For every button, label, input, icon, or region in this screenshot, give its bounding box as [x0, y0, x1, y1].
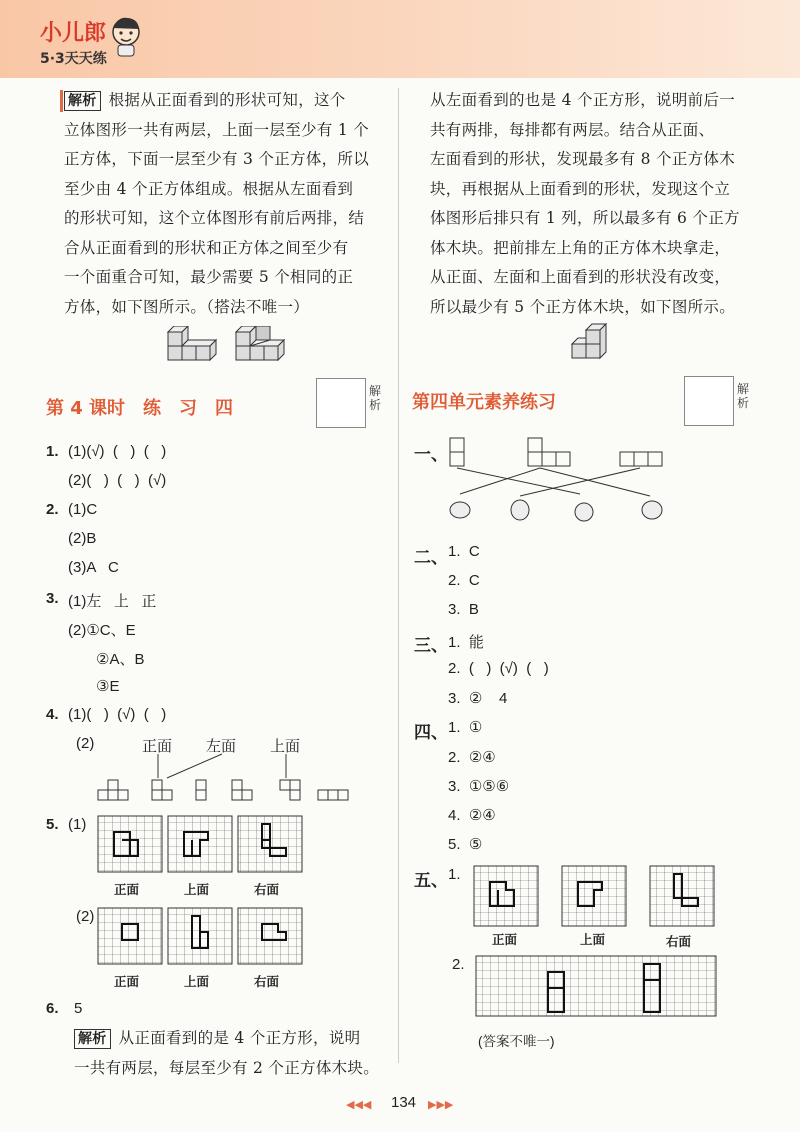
q2-answer-1: (1)C: [68, 501, 98, 518]
part4-answer-3: 3. ①⑤⑥: [448, 778, 510, 795]
text-line: 根据从正面看到的形状可知，这个: [108, 91, 346, 109]
page-number: 134: [391, 1094, 417, 1111]
text-line: 块，再根据从上面看到的形状，发现这个立: [430, 179, 731, 198]
q6-answer: 5: [74, 1000, 83, 1017]
q4-shapes-figure: [92, 752, 362, 804]
logo-title: 小儿郎: [40, 21, 107, 46]
q5-caption-right: 右面: [254, 882, 280, 897]
q5-caption-right-2: 右面: [254, 974, 280, 989]
part5-caption-right: 右面: [666, 934, 692, 949]
section-title-lesson4: 第 4 课时 练 习 四: [46, 398, 234, 419]
part2-label: 二、: [414, 548, 448, 567]
q4-label-left: 左面: [206, 738, 237, 755]
prev-page-arrows-icon[interactable]: ◀◀◀: [346, 1098, 372, 1111]
cube-figure-left: [160, 326, 300, 372]
animal-icon-3: [575, 503, 593, 521]
part5-note: (答案不唯一): [478, 1034, 555, 1049]
left-analysis-bar: [60, 90, 63, 112]
part5-grid-wide: [474, 954, 724, 1020]
left-analysis: [64, 86, 389, 322]
q5-caption-front-2: 正面: [114, 974, 140, 989]
text-line: 左面看到的形状，发现最多有 8 个正方体木: [430, 150, 736, 168]
text-line: 共有两排，每排都有两层。结合从正面、: [430, 120, 715, 139]
q6-analysis: [74, 1024, 399, 1083]
animal-icon-2: [511, 500, 529, 520]
q3-answer-1: (1)左 上 正: [68, 593, 157, 610]
q1-answer-1: (1)(√) ( ) ( ): [68, 443, 167, 460]
part5-caption-top: 上面: [580, 932, 606, 947]
q1-number: 1.: [46, 443, 59, 460]
part1-label: 一、: [414, 445, 448, 464]
part5-answer-2: 2.: [452, 956, 465, 973]
text-line: 至少由 4 个正方体组成。根据从左面看到: [64, 179, 354, 198]
text-line: 体图形后排只有 1 列，所以最多有 6 个正方: [430, 209, 740, 227]
part4-answer-1: 1. ①: [448, 719, 483, 736]
text-line: 合从正面看到的形状和正方体之间至少有: [64, 238, 349, 257]
qr-label: 解析: [369, 384, 382, 412]
q4-label-top: 上面: [270, 738, 301, 755]
column-divider: [398, 88, 399, 1063]
cube-figure-right: [570, 322, 610, 366]
q5-caption-top-2: 上面: [184, 974, 210, 989]
q5-grids-row1: [96, 814, 316, 876]
q3-answer-4: ③E: [96, 678, 120, 695]
q5-number: 5.: [46, 816, 59, 833]
part2-answer-3: 3. B: [448, 601, 479, 618]
q5-part-2: (2): [76, 908, 95, 925]
part2-answer-2: 2. C: [448, 572, 480, 589]
q3-answer-3: ②A、B: [96, 651, 145, 668]
text-line: 的形状可知，这个立体图形有前后两排，结: [64, 209, 365, 227]
text-line: 方体，如下图所示。（搭法不唯一）: [64, 297, 310, 316]
q4-answer-2: (2): [76, 735, 95, 752]
part3-answer-3: 3. ② 4: [448, 690, 508, 707]
text-line: 一共有两层，每层至少有 2 个正方体木块。: [74, 1058, 380, 1077]
q6-number: 6.: [46, 1000, 59, 1017]
q2-answer-2: (2)B: [68, 530, 97, 547]
q5-part-1: (1): [68, 816, 87, 833]
q1-answer-2: (2)( ) ( ) (√): [68, 472, 167, 489]
part5-grids: [472, 864, 722, 930]
q4-label-front: 正面: [142, 738, 173, 755]
text-line: 从左面看到的也是 4 个正方形，说明前后一: [430, 91, 736, 109]
logo-subtitle: 5·3天天练: [40, 51, 107, 67]
part3-answer-2: 2. ( ) (√) ( ): [448, 660, 549, 677]
q4-answer-1: (1)( ) (√) ( ): [68, 706, 167, 723]
q3-answer-2: (2)①C、E: [68, 622, 136, 639]
text-line: 立体图形一共有两层，上面一层至少有 1 个: [64, 120, 370, 139]
text-line: 正方体，下面一层至少有 3 个正方体，所以: [64, 150, 370, 168]
q5-grids-row2: [96, 906, 316, 968]
part3-label: 三、: [414, 636, 448, 655]
text-line: 体木块。把前排左上角的正方体木块拿走，: [430, 238, 731, 257]
text-line: 从正面看到的是 4 个正方形，说明: [118, 1029, 361, 1047]
analysis-tag: 解析: [64, 91, 101, 111]
animal-icon-4: [642, 501, 662, 519]
q2-number: 2.: [46, 501, 59, 518]
part5-answer-1: 1.: [448, 866, 461, 883]
section-title-unit4: 第四单元素养练习: [412, 392, 556, 413]
q5-caption-front: 正面: [114, 882, 140, 897]
analysis-tag-2: 解析: [74, 1029, 111, 1049]
qr-code-icon[interactable]: [316, 378, 366, 428]
part4-answer-5: 5. ⑤: [448, 836, 483, 853]
q5-caption-top: 上面: [184, 882, 210, 897]
text-line: 从正面、左面和上面看到的形状没有改变，: [430, 268, 731, 286]
q2-answer-3: (3)A C: [68, 559, 119, 576]
part4-label: 四、: [414, 723, 448, 742]
animal-icon-1: [450, 502, 470, 518]
part4-answer-2: 2. ②④: [448, 749, 496, 766]
qr-label-right: 解析: [737, 382, 750, 410]
part5-caption-front: 正面: [492, 932, 518, 947]
part3-answer-1: 1. 能: [448, 634, 484, 651]
qr-code-icon-right[interactable]: [684, 376, 734, 426]
text-line: 所以最少有 5 个正方体木块，如下图所示。: [430, 297, 736, 316]
part4-answer-4: 4. ②④: [448, 807, 496, 824]
part2-answer-1: 1. C: [448, 543, 480, 560]
right-analysis: [430, 86, 780, 322]
mascot-icon: [108, 14, 144, 58]
part5-label: 五、: [414, 871, 448, 890]
text-line: 一个面重合可知，最少需要 5 个相同的正: [64, 268, 354, 286]
part1-matching-figure: [440, 434, 710, 526]
q3-number: 3.: [46, 590, 59, 607]
next-page-arrows-icon[interactable]: ▶▶▶: [428, 1098, 454, 1111]
q4-number: 4.: [46, 706, 59, 723]
